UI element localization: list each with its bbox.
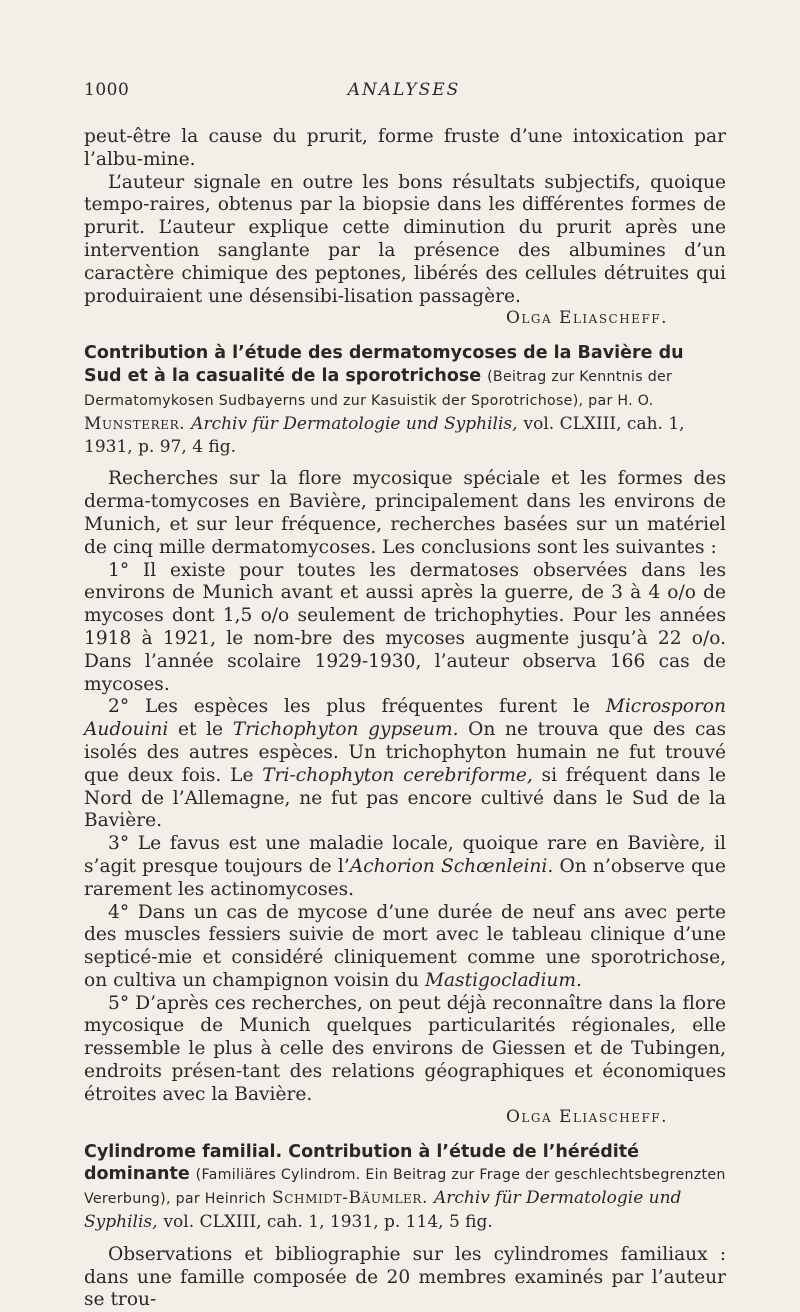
text-run: et le — [177, 719, 224, 741]
text-run: 3° Le favus est une maladie locale, quoique rare en Bavière, il s’agit presque toujours de l’ — [84, 833, 726, 877]
entry-paragraph: Recherches sur la flore mycosique spéciale et les formes des derma-tomycoses en Bavière, principalement dans les environs de Munich, et sur leur fréquence, recherches basées sur un matériel de cinq mille dermatomycoses. Les conclusions sont les suivantes : — [84, 468, 726, 558]
signature: Olga Eliascheff. — [505, 1106, 668, 1127]
entry-journal: Archiv für Dermatologie und Syphilis, — [84, 1188, 682, 1233]
entry-citation: vol. CLXIII, cah. 1, 1931, p. 97, 4 fig. — [84, 413, 685, 457]
species-name: Mastigocladium. — [424, 969, 582, 991]
entry-paragraph — [84, 696, 726, 833]
entry-heading — [84, 342, 726, 458]
species-name: Microsporon Audouini — [84, 696, 726, 741]
species-name: Tri-chophyton cerebriforme, — [262, 764, 533, 786]
carryover-paragraph: L’auteur signale en outre les bons résultats subjectifs, quoique tempo-raires, obtenus par la biopsie dans les différentes formes de prurit. L’auteur explique cette diminution du prurit après une intervention sanglante par la présence des albumines d’un caractère chimique des peptones, libérés des cellules détruites qui produiraient une désensibi-lisation passagère. — [84, 171, 726, 307]
entry-title: Contribution à l’étude des dermatomycoses de la Bavière du Sud et à la casualité de la sporotrichose — [84, 343, 684, 387]
entry-paragraph: Observations et bibliographie sur les cylindromes familiaux : dans une famille composée de 20 membres examinés par l’auteur se trou- — [84, 1243, 726, 1311]
entry-journal: Archiv für Dermatologie und Syphilis, — [191, 413, 518, 434]
entry-paragraph: 5° D’après ces recherches, on peut déjà reconnaître dans la flore mycosique de Munich quelques particularités régionales, elle ressemble le plus à celle des environs de Giessen et de Tubingen, endroits présen-tant des relations géographiques et économiques étroites avec la Bavière. — [84, 992, 726, 1105]
entry-german-title: (Familiäres Cylindrom. Ein Beitrag zur Frage der geschlechtsbegrenzten Vererbung), par Heinrich — [84, 1167, 726, 1208]
species-name: Achorion Schœnleini. — [349, 855, 554, 877]
page-number: 1000 — [84, 80, 130, 100]
species-name: Trichophyton gypseum. — [232, 719, 459, 741]
entry-heading — [84, 1141, 726, 1234]
entry-paragraph — [84, 833, 726, 901]
entry-author: Schmidt-Bäumler. — [272, 1188, 429, 1209]
signature: Olga Eliascheff. — [505, 308, 668, 329]
entry-author: Munsterer. — [84, 413, 186, 434]
text-run: On ne trouva que des cas isolés des autres espèces. Un trichophyton humain ne fut trouvé que deux fois. Le — [84, 719, 726, 786]
carryover-paragraph: peut-être la cause du prurit, forme fruste d’une intoxication par l’albu-mine. — [84, 126, 726, 170]
text-run: On n’observe que rarement les actinomycoses. — [84, 855, 726, 900]
entry-title: Cylindrome familial. Contribution à l’étude de l’hérédité dominante — [84, 1141, 639, 1185]
article-body — [84, 126, 726, 1312]
text-run: 4° Dans un cas de mycose d’une durée de neuf ans avec perte des muscles fessiers suivie de mort avec le tableau clinique d’une septicé-mie et considéré cliniquement comme une sporotrichose, on cultiva un champignon voisin du — [84, 901, 726, 991]
page-header — [84, 80, 724, 110]
entry-citation: vol. CLXIII, cah. 1, 1931, p. 114, 5 fig. — [163, 1212, 493, 1233]
entry-paragraph: 1° Il existe pour toutes les dermatoses observées dans les environs de Munich avant et aussi après la guerre, de 3 à 4 o/o de mycoses dont 1,5 o/o seulement de trichophyties. Pour les années 1918 à 1921, le nom-bre des mycoses augmente jusqu’à 22 o/o. Dans l’année scolaire 1929-1930, l’auteur observa 166 cas de mycoses. — [84, 559, 726, 695]
text-run: 2° Les espèces les plus fréquentes furent le — [108, 696, 590, 718]
running-title: ANALYSES — [347, 80, 461, 100]
abstract-entry-2 — [84, 1141, 726, 1312]
entry-paragraph — [84, 902, 726, 993]
abstract-entry-1 — [84, 342, 726, 1126]
entry-german-title: (Beitrag zur Kenntnis der Dermatomykosen Sudbayerns und zur Kasuistik der Sporotrichose), par H. O. — [84, 369, 673, 409]
text-run: si fréquent dans le Nord de l’Allemagne, ne fut pas encore cultivé dans le Sud de la Bavière. — [84, 764, 726, 832]
